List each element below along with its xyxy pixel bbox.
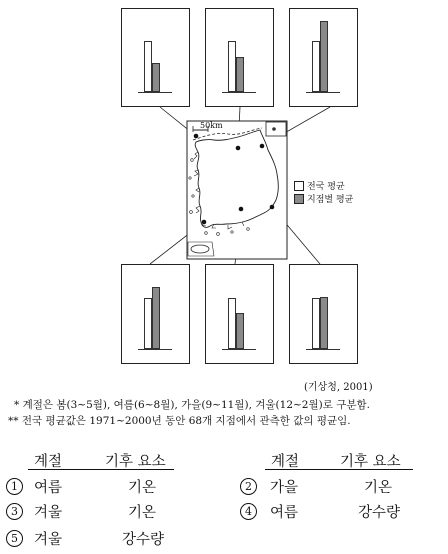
legend-item-national (294, 179, 364, 192)
header-underline-left (28, 469, 174, 470)
option-2-number: 2 (240, 478, 257, 495)
option-1-number: 1 (6, 478, 23, 495)
option-3[interactable] (6, 501, 206, 523)
legend-label-national: 전국 평균 (307, 182, 345, 192)
legend-item-station (294, 192, 364, 205)
header-underline-right (265, 469, 413, 470)
option-1-element: 기온 (128, 480, 157, 496)
note-average: ** 전국 평균값은 1971∼2000년 동안 68개 지점에서 관측한 값의 평균임. (8, 415, 351, 427)
map-frame (187, 121, 287, 259)
option-3-number: 3 (6, 503, 23, 520)
option-2-season: 가을 (270, 480, 299, 496)
header-season-right: 계절 (271, 454, 300, 470)
option-1-season: 여름 (34, 480, 63, 496)
header-element-left: 기후 요소 (105, 454, 166, 470)
option-3-season: 겨울 (34, 505, 63, 521)
note-season: * 계절은 봄(3∼5월), 여름(6∼8월), 가을(9∼11월), 겨울(12∼2월)로 구분함. (14, 399, 370, 411)
option-4-element: 강수량 (358, 505, 401, 521)
option-5-season: 겨울 (34, 532, 63, 548)
source-citation: (기상청, 2001) (304, 382, 373, 393)
option-4-number: 4 (240, 503, 257, 520)
option-5-element: 강수량 (122, 532, 165, 548)
option-4-season: 여름 (270, 505, 299, 521)
legend-label-station: 지점별 평균 (307, 195, 354, 205)
option-1[interactable] (6, 476, 206, 498)
option-2[interactable] (240, 476, 440, 498)
inset-box (266, 122, 286, 136)
option-2-element: 기온 (364, 480, 393, 496)
legend-swatch-gray (294, 194, 304, 204)
option-5-number: 5 (6, 530, 23, 547)
header-season-left: 계절 (34, 454, 63, 470)
legend (294, 179, 364, 205)
jeju-island (191, 245, 209, 253)
scale-label: 50km (200, 121, 223, 130)
option-5[interactable] (6, 528, 206, 550)
header-element-right: 기후 요소 (340, 454, 401, 470)
legend-swatch-white (294, 181, 304, 191)
option-3-element: 기온 (128, 505, 157, 521)
option-4[interactable] (240, 501, 440, 523)
